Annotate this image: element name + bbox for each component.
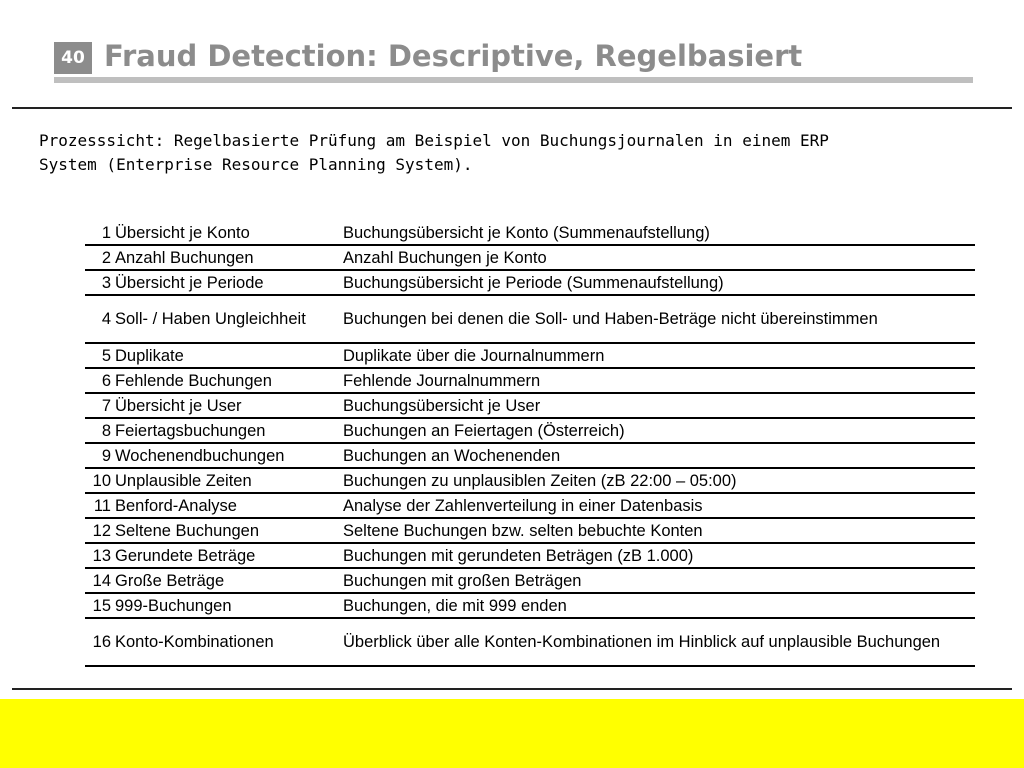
table-row bbox=[85, 468, 975, 493]
rule-description: Analyse der Zahlenverteilung in einer Datenbasis bbox=[341, 493, 975, 518]
rule-description: Buchungen mit großen Beträgen bbox=[341, 568, 975, 593]
rule-name: Anzahl Buchungen bbox=[115, 245, 341, 270]
rule-name: Fehlende Buchungen bbox=[115, 368, 341, 393]
row-number: 13 bbox=[85, 543, 115, 568]
row-number: 6 bbox=[85, 368, 115, 393]
table-row bbox=[85, 343, 975, 368]
table-row bbox=[85, 295, 975, 343]
rule-name: Benford-Analyse bbox=[115, 493, 341, 518]
rule-description: Seltene Buchungen bzw. selten bebuchte Konten bbox=[341, 518, 975, 543]
row-number: 11 bbox=[85, 493, 115, 518]
row-number: 7 bbox=[85, 393, 115, 418]
rule-description: Buchungen mit gerundeten Beträgen (zB 1.000) bbox=[341, 543, 975, 568]
row-number: 3 bbox=[85, 270, 115, 295]
table-row bbox=[85, 393, 975, 418]
rule-name: Feiertagsbuchungen bbox=[115, 418, 341, 443]
rule-name: Duplikate bbox=[115, 343, 341, 368]
row-number: 9 bbox=[85, 443, 115, 468]
rule-description: Überblick über alle Konten-Kombinationen im Hinblick auf unplausible Buchungen bbox=[341, 618, 975, 666]
table-row bbox=[85, 245, 975, 270]
rule-description: Anzahl Buchungen je Konto bbox=[341, 245, 975, 270]
slide-title: Fraud Detection: Descriptive, Regelbasiert bbox=[104, 39, 803, 73]
table-row bbox=[85, 368, 975, 393]
intro-line-2: System (Enterprise Resource Planning System). bbox=[39, 155, 473, 174]
row-number: 15 bbox=[85, 593, 115, 618]
table-row bbox=[85, 221, 975, 245]
rule-name: Große Beträge bbox=[115, 568, 341, 593]
rule-description: Buchungen bei denen die Soll- und Haben-Beträge nicht übereinstimmen bbox=[341, 295, 975, 343]
table-row bbox=[85, 618, 975, 666]
table-row bbox=[85, 418, 975, 443]
row-number: 8 bbox=[85, 418, 115, 443]
rule-name: Übersicht je Konto bbox=[115, 221, 341, 245]
top-divider bbox=[12, 107, 1012, 109]
table-row bbox=[85, 568, 975, 593]
rule-name: Unplausible Zeiten bbox=[115, 468, 341, 493]
rule-name: Seltene Buchungen bbox=[115, 518, 341, 543]
table-row bbox=[85, 543, 975, 568]
row-number: 12 bbox=[85, 518, 115, 543]
rule-description: Buchungen zu unplausiblen Zeiten (zB 22:00 – 05:00) bbox=[341, 468, 975, 493]
table-row bbox=[85, 593, 975, 618]
row-number: 10 bbox=[85, 468, 115, 493]
rule-name: Gerundete Beträge bbox=[115, 543, 341, 568]
rule-description: Buchungen an Wochenenden bbox=[341, 443, 975, 468]
rule-description: Buchungsübersicht je Konto (Summenaufstellung) bbox=[341, 221, 975, 245]
rule-description: Buchungen, die mit 999 enden bbox=[341, 593, 975, 618]
footer-band bbox=[0, 699, 1024, 768]
row-number: 14 bbox=[85, 568, 115, 593]
rule-name: Konto-Kombinationen bbox=[115, 618, 341, 666]
rule-name: Soll- / Haben Ungleichheit bbox=[115, 295, 341, 343]
row-number: 4 bbox=[85, 295, 115, 343]
table-row bbox=[85, 443, 975, 468]
row-number: 16 bbox=[85, 618, 115, 666]
table-row bbox=[85, 493, 975, 518]
rule-description: Buchungen an Feiertagen (Österreich) bbox=[341, 418, 975, 443]
bottom-divider bbox=[12, 688, 1012, 690]
row-number: 5 bbox=[85, 343, 115, 368]
rule-name: 999-Buchungen bbox=[115, 593, 341, 618]
rule-description: Buchungsübersicht je Periode (Summenaufstellung) bbox=[341, 270, 975, 295]
intro-text bbox=[39, 129, 939, 177]
rules-table bbox=[85, 221, 975, 667]
rule-name: Übersicht je User bbox=[115, 393, 341, 418]
rule-name: Übersicht je Periode bbox=[115, 270, 341, 295]
rule-description: Duplikate über die Journalnummern bbox=[341, 343, 975, 368]
table-row bbox=[85, 270, 975, 295]
row-number: 2 bbox=[85, 245, 115, 270]
intro-line-1: Prozesssicht: Regelbasierte Prüfung am Beispiel von Buchungsjournalen in einem ERP bbox=[39, 131, 829, 150]
row-number: 1 bbox=[85, 221, 115, 245]
table-row bbox=[85, 518, 975, 543]
rule-description: Buchungsübersicht je User bbox=[341, 393, 975, 418]
title-underline bbox=[54, 77, 973, 83]
slide-number-badge: 40 bbox=[54, 42, 92, 74]
rule-description: Fehlende Journalnummern bbox=[341, 368, 975, 393]
rule-name: Wochenendbuchungen bbox=[115, 443, 341, 468]
